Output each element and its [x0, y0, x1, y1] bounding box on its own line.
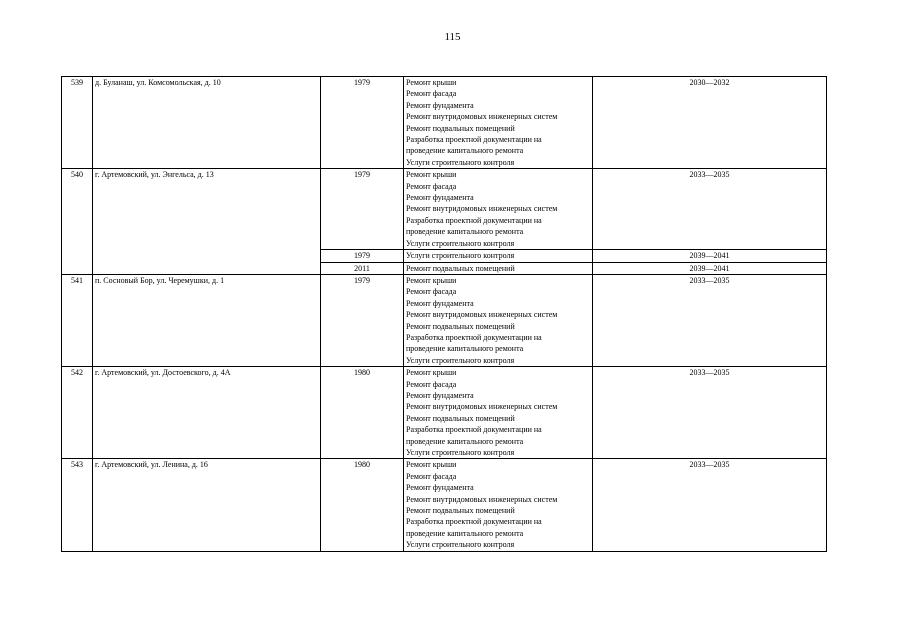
- work-item: Ремонт фундамента: [406, 100, 474, 110]
- period-cell: 2033—2035: [593, 274, 827, 366]
- year-cell: 1979: [321, 77, 404, 169]
- page-number: 115: [444, 31, 461, 43]
- table-body: [62, 77, 827, 552]
- address-cell: г. Артемовский, ул. Ленина, д. 16: [93, 459, 321, 551]
- work-item: Ремонт фасада: [406, 379, 457, 389]
- work-item: Ремонт подвальных помещений: [406, 263, 515, 273]
- year-cell: 1979: [321, 169, 404, 250]
- table-row: [62, 459, 827, 551]
- works-cell: [404, 367, 593, 459]
- work-item: Ремонт фундамента: [406, 298, 474, 308]
- works-cell: [404, 274, 593, 366]
- period-cell: 2039—2041: [593, 262, 827, 274]
- work-item: Ремонт фасада: [406, 471, 457, 481]
- address-cell: п. Сосновый Бор, ул. Черемушки, д. 1: [93, 274, 321, 366]
- work-item: Ремонт крыши: [406, 275, 457, 285]
- work-item: Ремонт фасада: [406, 181, 457, 191]
- work-item: Разработка проектной документации на: [406, 135, 542, 145]
- period-cell: 2039—2041: [593, 250, 827, 262]
- work-item: Ремонт крыши: [406, 368, 457, 378]
- work-item: Разработка проектной документации на: [406, 425, 542, 435]
- table-row: [62, 274, 827, 366]
- work-item: Услуги строительного контроля: [406, 157, 515, 167]
- table-row: [62, 77, 827, 169]
- work-item: Ремонт внутридомовых инженерных систем: [406, 402, 558, 412]
- year-cell: 1980: [321, 367, 404, 459]
- year-cell: 1979: [321, 274, 404, 366]
- address-cell: д. Буланаш, ул. Комсомольская, д. 10: [93, 77, 321, 169]
- work-item: Ремонт подвальных помещений: [406, 413, 515, 423]
- address-cell: г. Артемовский, ул. Энгельса, д. 13: [93, 169, 321, 275]
- works-cell: [404, 250, 593, 262]
- works-cell: [404, 169, 593, 250]
- period-cell: 2033—2035: [593, 459, 827, 551]
- works-cell: [404, 77, 593, 169]
- work-item: Ремонт крыши: [406, 78, 457, 87]
- row-number-cell: 543: [62, 459, 93, 551]
- work-item: проведение капитального ремонта: [406, 227, 524, 237]
- works-cell: [404, 459, 593, 551]
- work-item: Услуги строительного контроля: [406, 448, 515, 457]
- work-item: Разработка проектной документации на: [406, 215, 542, 225]
- row-number-cell: 540: [62, 169, 93, 275]
- work-item: Ремонт фундамента: [406, 193, 474, 203]
- work-item: проведение капитального ремонта: [406, 146, 524, 156]
- period-cell: 2033—2035: [593, 367, 827, 459]
- row-number-cell: 539: [62, 77, 93, 169]
- period-cell: 2030—2032: [593, 77, 827, 169]
- period-cell: 2033—2035: [593, 169, 827, 250]
- row-number-cell: 541: [62, 274, 93, 366]
- work-item: Ремонт крыши: [406, 460, 457, 470]
- work-item: Ремонт подвальных помещений: [406, 506, 515, 516]
- work-item: Ремонт внутридомовых инженерных систем: [406, 204, 558, 214]
- row-number-cell: 542: [62, 367, 93, 459]
- table-row: [62, 367, 827, 459]
- work-item: проведение капитального ремонта: [406, 436, 524, 446]
- year-cell: 2011: [321, 262, 404, 274]
- work-item: Разработка проектной документации на: [406, 517, 542, 527]
- work-item: Ремонт фундамента: [406, 390, 474, 400]
- work-item: проведение капитального ремонта: [406, 528, 524, 538]
- works-cell: [404, 262, 593, 274]
- address-cell: г. Артемовский, ул. Достоевского, д. 4А: [93, 367, 321, 459]
- work-item: Услуги строительного контроля: [406, 540, 515, 550]
- year-cell: 1980: [321, 459, 404, 551]
- year-cell: 1979: [321, 250, 404, 262]
- work-item: Услуги строительного контроля: [406, 238, 515, 248]
- work-item: Ремонт подвальных помещений: [406, 123, 515, 133]
- repair-schedule-table: [61, 76, 827, 552]
- work-item: Ремонт подвальных помещений: [406, 321, 515, 331]
- work-item: Ремонт фасада: [406, 89, 457, 99]
- work-item: Ремонт внутридомовых инженерных систем: [406, 112, 558, 122]
- work-item: Ремонт фасада: [406, 287, 457, 297]
- work-item: Ремонт внутридомовых инженерных систем: [406, 494, 558, 504]
- table-row: [62, 169, 827, 250]
- work-item: проведение капитального ремонта: [406, 344, 524, 354]
- work-item: Услуги строительного контроля: [406, 355, 515, 365]
- work-item: Ремонт фундамента: [406, 483, 474, 493]
- work-item: Ремонт внутридомовых инженерных систем: [406, 310, 558, 320]
- work-item: Услуги строительного контроля: [406, 251, 515, 261]
- work-item: Разработка проектной документации на: [406, 332, 542, 342]
- work-item: Ремонт крыши: [406, 170, 457, 180]
